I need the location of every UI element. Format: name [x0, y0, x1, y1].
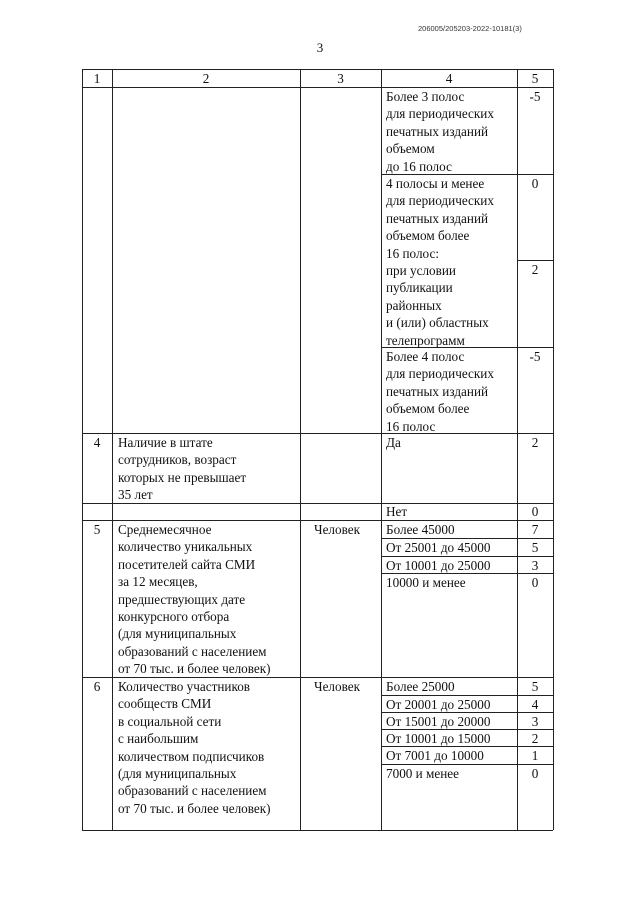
unit-cell: Человек [314, 522, 361, 537]
option-cell: От 20001 до 25000 [386, 697, 491, 712]
option-cell: 7000 и менее [386, 766, 459, 781]
page-number: 3 [316, 40, 324, 55]
option-cell: От 10001 до 25000 [386, 558, 491, 573]
header-col-4: 4 [445, 71, 453, 86]
option-cell: От 10001 до 15000 [386, 731, 491, 746]
score-cell: 0 [531, 575, 539, 590]
row-number: 5 [93, 522, 101, 537]
criterion-cell: Наличие в штате сотрудников, возраст которых не превышает 35 лет [118, 435, 247, 503]
score-cell: -5 [529, 349, 541, 364]
option-cell: От 25001 до 45000 [386, 540, 491, 555]
row-number: 4 [93, 435, 101, 450]
document-id: 206005/205203-2022-10181(3) [418, 24, 522, 33]
header-col-3: 3 [337, 71, 344, 86]
score-cell: 7 [531, 522, 539, 537]
option-cell: Более 45000 [386, 522, 455, 537]
option-cell: Более 3 полос для периодических печатных изданий объемом до 16 полос [386, 89, 494, 174]
criterion-cell: Количество участников сообществ СМИ в социальной сети с наибольшим количеством подписчиков (для муниципальных образований с населением от 70 тыс. и более человек) [118, 679, 271, 816]
option-cell: Более 4 полос для периодических печатных изданий объемом более 16 полос [386, 349, 494, 434]
score-cell: 5 [531, 540, 539, 555]
score-cell: 2 [531, 435, 539, 450]
option-cell: Да [386, 435, 401, 450]
option-cell: Нет [386, 504, 408, 519]
score-cell: 3 [531, 558, 539, 573]
option-cell: От 15001 до 20000 [386, 714, 491, 729]
score-cell: 3 [531, 714, 539, 729]
header-col-5: 5 [531, 71, 539, 86]
score-cell: 2 [531, 262, 539, 277]
unit-cell: Человек [314, 679, 361, 694]
score-cell: 0 [531, 504, 539, 519]
option-cell: От 7001 до 10000 [386, 748, 484, 763]
score-cell: -5 [529, 89, 541, 104]
score-cell: 4 [531, 697, 539, 712]
criterion-cell: Среднемесячное количество уникальных посетителей сайта СМИ за 12 месяцев, предшествующих дате конкурсного отбора (для муниципальных образований с населением от 70 тыс. и более человек) [118, 522, 271, 677]
score-cell: 5 [531, 679, 539, 694]
header-col-1: 1 [93, 71, 101, 86]
score-cell: 2 [531, 731, 539, 746]
score-cell: 0 [531, 766, 539, 781]
option-cell: Более 25000 [386, 679, 455, 694]
option-cell: 4 полосы и менее для периодических печатных изданий объемом более 16 полос: при условии публикации районных и (или) областных телепрограмм [386, 176, 494, 348]
score-cell: 1 [531, 748, 539, 763]
score-cell: 0 [531, 176, 539, 191]
row-number: 6 [93, 679, 101, 694]
option-cell: 10000 и менее [386, 575, 466, 590]
header-col-2: 2 [202, 71, 210, 86]
